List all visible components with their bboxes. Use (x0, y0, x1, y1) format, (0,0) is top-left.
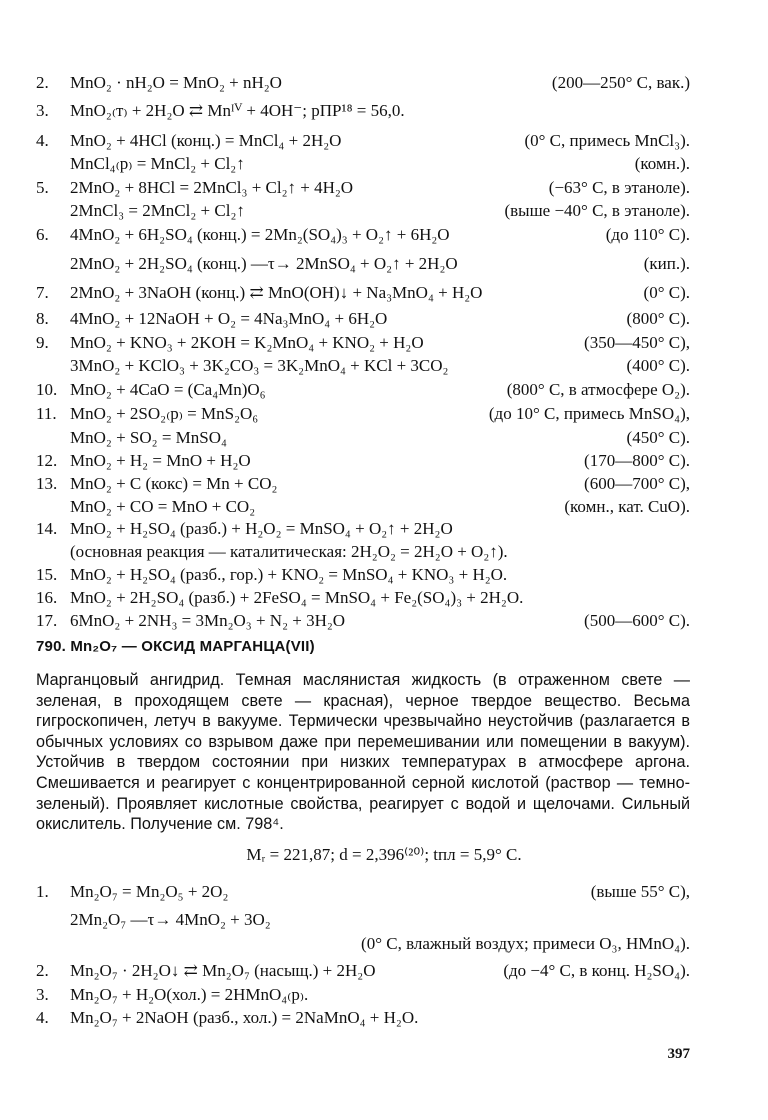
reaction-number: 2. (36, 961, 49, 980)
reaction-number: 10. (36, 380, 58, 399)
reaction-condition: (−63° C, в этаноле). (548, 178, 690, 197)
physical-properties: Mᵣ = 221,87; d = 2,396⁽²⁰⁾; tпл = 5,9° C. (246, 845, 522, 864)
reaction-condition: (800° C). (626, 309, 690, 328)
reaction-condition: (комн., кат. CuO). (564, 497, 690, 516)
reaction-number: 3. (36, 985, 49, 1004)
reaction-equation: 3MnO₂ + KClO₃ + 3K₂CO₃ = 3K₂MnO₄ + KCl + 3CO₂ (70, 356, 449, 375)
reaction-number: 12. (36, 451, 58, 470)
reaction-equation: 4MnO₂ + 12NaOH + O₂ = 4Na₃MnO₄ + 6H₂O (70, 309, 388, 328)
reaction-equation: 2MnO₂ + 8HCl = 2MnCl₃ + Cl₂↑ + 4H₂O (70, 178, 354, 197)
reaction-condition: (350—450° C), (584, 333, 690, 352)
reaction-number: 6. (36, 225, 49, 244)
reaction-equation: MnO₂ + SO₂ = MnSO₄ (70, 428, 227, 447)
reaction-equation: Mn₂O₇ = Mn₂O₅ + 2O₂ (70, 882, 229, 901)
section-description: Марганцовый ангидрид. Темная маслянистая жидкость (в отраженном свете — зеленая, в проходящем свете — красная), черное твердое вещество. Весьма гигроскопичен, летуч в вакууме. Термически чрезвычайно неустойчив (разлагается в обычных условиях со взрывом даже при перемешивании или помещении в вакуум). Устойчив в твердом состоянии при низких температурах в атмосфере аргона. Смешивается и реагирует с концентрированной серной кислотой (раствор — темно-зеленый). Проявляет кислотные свойства, реагирует с водой и щелочами. Сильный окислитель. Получение см. 798⁴. (36, 671, 690, 834)
reaction-condition: (170—800° C). (584, 451, 690, 470)
reaction-equation: 2MnCl₃ = 2MnCl₂ + Cl₂↑ (70, 201, 245, 220)
reaction-number: 14. (36, 519, 58, 538)
reaction-condition: (выше 55° C), (590, 882, 690, 901)
reaction-condition: (800° C, в атмосфере O₂). (506, 380, 690, 399)
reaction-number: 4. (36, 131, 49, 150)
reaction-number: 3. (36, 101, 49, 120)
reaction-number: 11. (36, 404, 57, 423)
reaction-equation: MnO₂ + 2H₂SO₄ (разб.) + 2FeSO₄ = MnSO₄ + Fe₂(SO₄)₃ + 2H₂O. (70, 588, 524, 607)
reaction-condition: (до −4° C, в конц. H₂SO₄). (503, 961, 690, 980)
reaction-equation: 6MnO₂ + 2NH₃ = 3Mn₂O₃ + N₂ + 3H₂O (70, 611, 346, 630)
reaction-number: 5. (36, 178, 49, 197)
reaction-equation: Mn₂O₇ + H₂O(хол.) = 2HMnO₄₍р₎. (70, 985, 309, 1004)
page-number: 397 (667, 1046, 690, 1062)
reaction-equation: MnO₂ + CO = MnO + CO₂ (70, 497, 256, 516)
reaction-equation: MnO₂ · nH₂O = MnO₂ + nH₂O (70, 73, 282, 92)
reaction-equation: MnO₂₍т₎ + 2H₂O ⇄ Mnᴵⱽ + 4OH⁻; pПР¹⁸ = 56,0. (70, 101, 405, 120)
reaction-equation: Mn₂O₇ · 2H₂O↓ ⇄ Mn₂O₇ (насыщ.) + 2H₂O (70, 961, 376, 980)
reaction-equation: MnO₂ + 4HCl (конц.) = MnCl₄ + 2H₂O (70, 131, 342, 150)
reaction-equation: MnO₂ + H₂SO₄ (разб.) + H₂O₂ = MnSO₄ + O₂↑ + 2H₂O (70, 519, 453, 538)
reaction-equation: Mn₂O₇ + 2NaOH (разб., хол.) = 2NaMnO₄ + H₂O. (70, 1008, 419, 1027)
reaction-equation: 2Mn₂O₇ —τ→ 4MnO₂ + 3O₂ (70, 910, 271, 929)
reaction-condition: (кип.). (643, 254, 690, 273)
reaction-equation: MnO₂ + KNO₃ + 2KOH = K₂MnO₄ + KNO₂ + H₂O (70, 333, 424, 352)
reaction-equation: 2MnO₂ + 2H₂SO₄ (конц.) —τ→ 2MnSO₄ + O₂↑ + 2H₂O (70, 254, 458, 273)
reaction-number: 1. (36, 882, 49, 901)
reaction-equation: MnO₂ + H₂SO₄ (разб., гор.) + KNO₂ = MnSO₄ + KNO₃ + H₂O. (70, 565, 508, 584)
reaction-number: 15. (36, 565, 58, 584)
reaction-condition: (выше −40° C, в этаноле). (504, 201, 690, 220)
reaction-equation: 2MnO₂ + 3NaOH (конц.) ⇄ MnO(OH)↓ + Na₃MnO₄ + H₂O (70, 283, 483, 302)
reaction-condition: (500—600° C). (584, 611, 690, 630)
reaction-number: 7. (36, 283, 49, 302)
reaction-condition: (до 10° C, примесь MnSO₄), (488, 404, 690, 423)
reaction-number: 13. (36, 474, 58, 493)
section-title: 790. Mn₂O₇ — ОКСИД МАРГАНЦА(VII) (36, 638, 315, 655)
reaction-equation: MnO₂ + H₂ = MnO + H₂O (70, 451, 251, 470)
reaction-equation: MnO₂ + C (кокс) = Mn + CO₂ (70, 474, 278, 493)
reaction-condition: (0° C, примесь MnCl₃). (524, 131, 690, 150)
reaction-condition: (400° C). (626, 356, 690, 375)
reaction-condition: (0° C, влажный воздух; примеси O₃, HMnO₄). (361, 934, 690, 953)
reaction-number: 17. (36, 611, 58, 630)
reaction-number: 16. (36, 588, 58, 607)
reaction-condition: (600—700° C), (584, 474, 690, 493)
reaction-number: 9. (36, 333, 49, 352)
reaction-equation: MnCl₄₍р₎ = MnCl₂ + Cl₂↑ (70, 154, 245, 173)
reaction-equation: (основная реакция — каталитическая: 2H₂O₂ = 2H₂O + O₂↑). (70, 542, 508, 561)
reaction-equation: 4MnO₂ + 6H₂SO₄ (конц.) = 2Mn₂(SO₄)₃ + O₂↑ + 6H₂O (70, 225, 450, 244)
reaction-number: 2. (36, 73, 49, 92)
reaction-number: 8. (36, 309, 49, 328)
reaction-number: 4. (36, 1008, 49, 1027)
reaction-equation: MnO₂ + 4CaO = (Ca₄Mn)O₆ (70, 380, 266, 399)
reaction-equation: MnO₂ + 2SO₂₍р₎ = MnS₂O₆ (70, 404, 259, 423)
reaction-condition: (комн.). (634, 154, 690, 173)
reaction-condition: (до 110° C). (605, 225, 690, 244)
reaction-condition: (450° C). (626, 428, 690, 447)
reaction-condition: (0° C). (643, 283, 690, 302)
reaction-condition: (200—250° C, вак.) (551, 73, 690, 92)
